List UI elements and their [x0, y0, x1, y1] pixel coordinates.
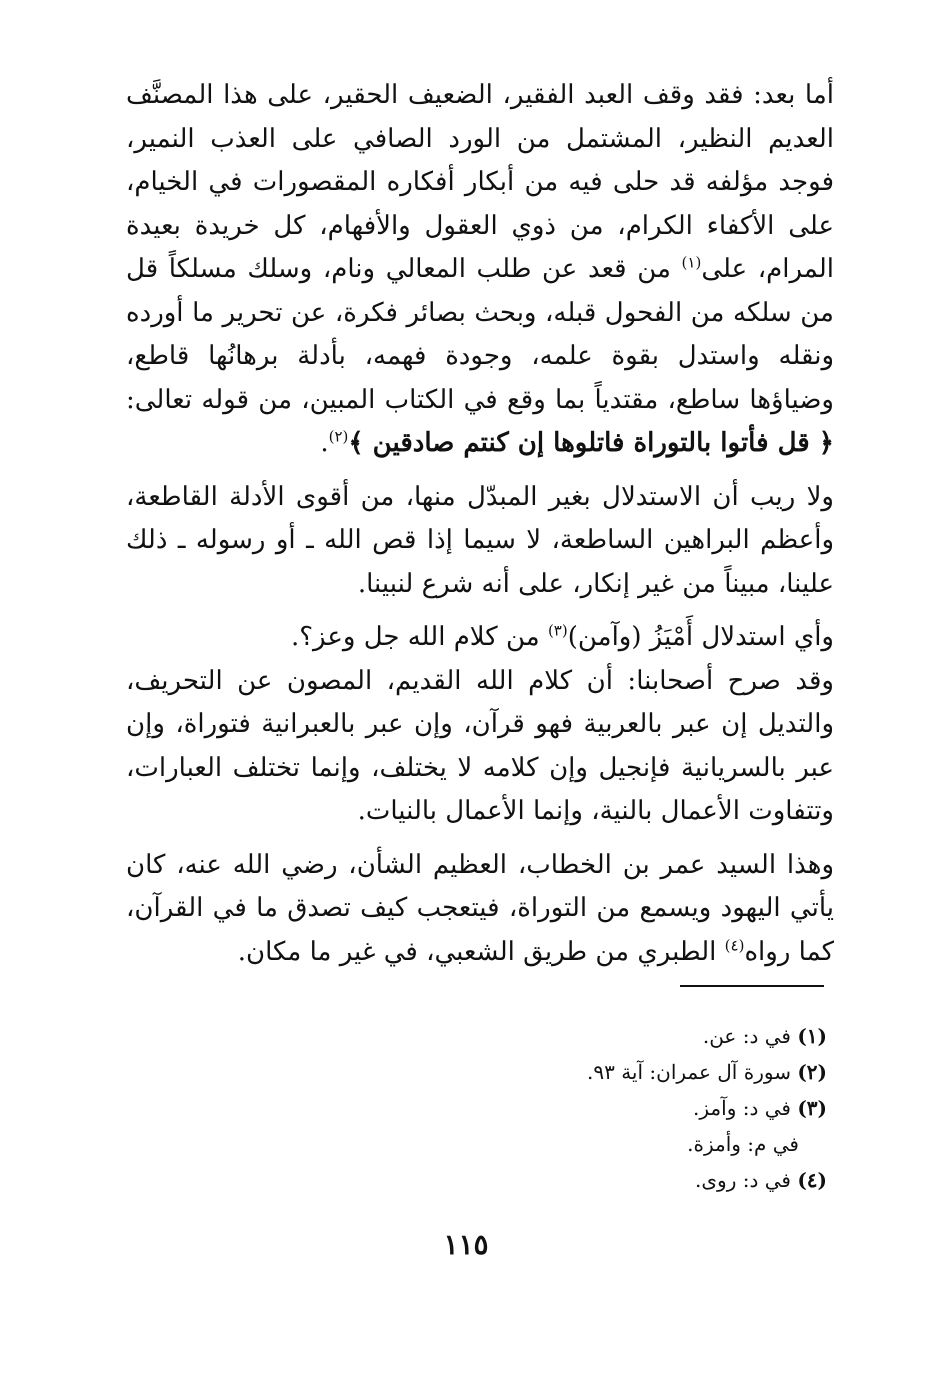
footnotes	[400, 1018, 827, 1198]
quran-quote: ﴿ قل فأتوا بالتوراة فاتلوها إن كنتم صادقين ﴾	[348, 428, 834, 458]
footnote-separator	[680, 985, 824, 987]
footnote-ref-3: (٣)	[547, 621, 568, 640]
paragraph-1	[126, 74, 834, 466]
footnote-ref-2: (٢)	[328, 427, 349, 446]
paragraph-2: ولا ريب أن الاستدلال بغير المبدّل منها، من أقوى الأدلة القاطعة، وأعظم البراهين الساطعة، لا سيما إذا قص الله ـ أو رسوله ـ ذلك علينا، مبيناً من غير إنكار، على أنه شرع لنبينا.	[126, 481, 834, 599]
footnote-text: في د: عن.	[702, 1024, 798, 1048]
footnote-number: (٤)	[797, 1168, 827, 1192]
footnote-ref-4: (٤)	[724, 935, 745, 954]
footnote-number: (١)	[797, 1024, 827, 1048]
paragraph-3-text-a: وأي استدلال أَمْيَزُ (وآمن)	[567, 622, 834, 652]
paragraph-5-text-b: الطبري من طريق الشعبي، في غير ما مكان.	[237, 936, 725, 967]
paragraph-3	[126, 616, 834, 660]
page-number: ١١٥	[443, 1228, 489, 1261]
footnote-4	[400, 1162, 827, 1198]
footnote-2	[400, 1054, 827, 1090]
footnote-1	[400, 1018, 827, 1054]
paragraph-4: وقد صرح أصحابنا: أن كلام الله القديم، المصون عن التحريف، والتديل إن عبر بالعربية فهو قرآن، وإن عبر بالعبرانية فتوراة، وإن عبر بالسريانية فإنجيل وإن كلامه لا يختلف، وإنما تختلف العبارات، وتتفاوت الأعمال بالنية، وإنما الأعمال بالنيات.	[126, 665, 834, 826]
footnote-ref-1: (١)	[681, 253, 702, 272]
footnote-text: في م: وأمزة.	[687, 1132, 799, 1156]
footnote-number: (٢)	[797, 1060, 827, 1084]
main-text	[126, 74, 834, 974]
footnote-3	[400, 1090, 827, 1126]
paragraph-1-text-a: أما بعد: فقد وقف العبد الفقير، الضعيف الحقير، على هذا المصنَّف العديم النظير، المشتمل من الورد الصافي على العذب النمير، فوجد مؤلفه قد حلى فيه من أبكار أفكاره المقصورات في الخيام، على الأكفاء الكرام، من ذوي العقول والأفهام، كل خريدة بعيدة المرام، على	[126, 80, 834, 284]
footnote-number: (٣)	[797, 1096, 827, 1120]
paragraph-5-text-a: وهذا السيد عمر بن الخطاب، العظيم الشأن، رضي الله عنه، كان يأتي اليهود ويسمع من التوراة، فيتعجب كيف تصدق ما في القرآن، كما رواه	[126, 849, 834, 967]
paragraph-5	[126, 844, 834, 975]
paragraph-1-text-c: .	[320, 428, 329, 458]
footnote-text: في د: وآمز.	[693, 1096, 798, 1120]
footnote-3-continued	[400, 1126, 827, 1162]
footnote-text: سورة آل عمران: آية ٩٣.	[587, 1060, 798, 1084]
paragraph-3-text-b: من كلام الله جل وعز؟.	[290, 622, 548, 652]
footnote-text: في د: روى.	[695, 1168, 798, 1192]
paragraph-1-text-b: من قعد عن طلب المعالي ونام، وسلك مسلكاً قل من سلكه من الفحول قبله، وبحث بصائر فكرة، عن تحرير ما أورده ونقله واستدل بقوة علمه، وجودة فهمه، بأدلة برهانُها قاطع، وضياؤها ساطع، مقتدياً بما وقع في الكتاب المبين، من قوله تعالى:	[126, 254, 834, 415]
